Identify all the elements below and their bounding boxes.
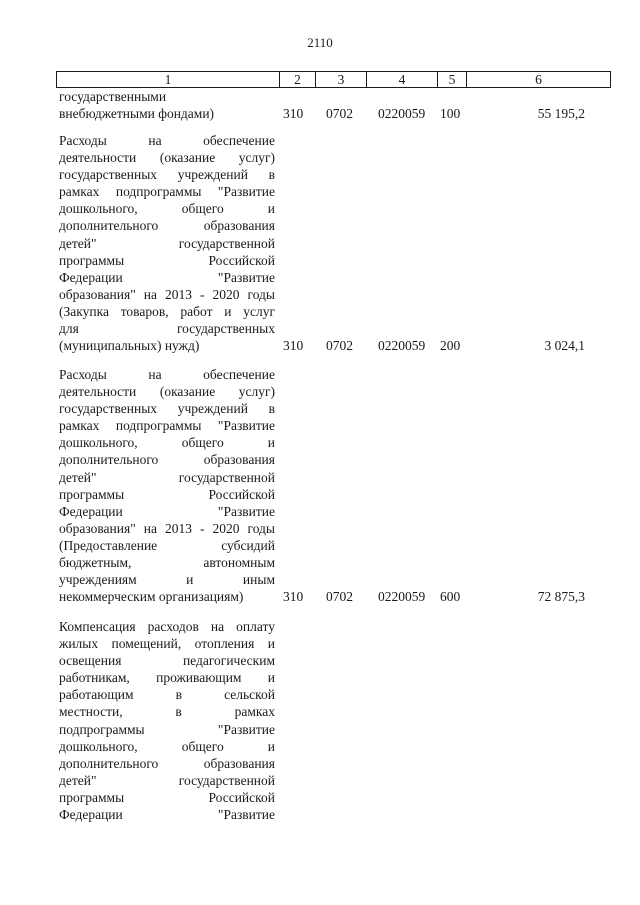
description-line: государственными xyxy=(59,89,167,104)
row-description xyxy=(59,618,275,823)
description-line: образования" на 2013 - 2020 годы xyxy=(59,520,275,536)
description-line: бюджетным, автономным xyxy=(59,555,275,571)
cell-col-5: 100 xyxy=(440,106,461,122)
description-line: деятельности (оказание услуг) xyxy=(59,384,275,400)
description-line: некоммерческим организациям) xyxy=(59,589,244,605)
description-line: жилых помещений, отопления и xyxy=(59,636,275,652)
cell-col-2: 310 xyxy=(283,338,304,354)
cell-col-5: 600 xyxy=(440,589,461,605)
description-line: дополнительного образования xyxy=(59,452,275,468)
cell-col-6: 3 024,1 xyxy=(544,338,585,354)
description-line: освещения педагогическим xyxy=(59,653,275,669)
cell-col-4: 0220059 xyxy=(378,106,426,122)
description-line: дошкольного, общего и xyxy=(59,738,275,754)
cell-col-2: 310 xyxy=(283,106,304,122)
description-line: местности, в рамках xyxy=(59,704,275,720)
cell-col-4: 0220059 xyxy=(378,589,426,605)
description-line: программы Российской xyxy=(59,252,275,268)
row-description xyxy=(59,132,275,354)
row-description xyxy=(59,88,275,122)
description-line: дополнительного образования xyxy=(59,218,275,234)
description-line: рамках подпрограммы "Развитие xyxy=(59,418,275,434)
description-line: Федерации "Развитие xyxy=(59,269,275,285)
row-description xyxy=(59,366,275,605)
description-line: Расходы на обеспечение xyxy=(59,133,275,148)
description-line: программы Российской xyxy=(59,789,275,805)
header-col-4: 4 xyxy=(366,72,437,87)
cell-col-6: 72 875,3 xyxy=(537,589,585,605)
cell-col-3: 0702 xyxy=(326,589,353,605)
header-col-2: 2 xyxy=(279,72,315,87)
description-line: программы Российской xyxy=(59,486,275,502)
description-line: детей" государственной xyxy=(59,772,275,788)
description-line: (муниципальных) нужд) xyxy=(59,338,200,354)
description-line: Расходы на обеспечение xyxy=(59,367,275,382)
description-line: дошкольного, общего и xyxy=(59,201,275,217)
description-line: Федерации "Развитие xyxy=(59,503,275,519)
description-line: (Предоставление субсидий xyxy=(59,537,275,553)
page-number: 2110 xyxy=(307,35,333,50)
description-line: (Закупка товаров, работ и услуг xyxy=(59,303,275,319)
description-line: дополнительного образования xyxy=(59,755,275,771)
description-line: дошкольного, общего и xyxy=(59,435,275,451)
cell-col-3: 0702 xyxy=(326,338,353,354)
description-line: работникам, проживающим и xyxy=(59,670,275,686)
description-line: для государственных xyxy=(59,321,275,337)
description-line: подпрограммы "Развитие xyxy=(59,721,275,737)
description-line: внебюджетными фондами) xyxy=(59,106,215,122)
description-line: образования" на 2013 - 2020 годы xyxy=(59,286,275,302)
description-line: деятельности (оказание услуг) xyxy=(59,150,275,166)
description-line: Компенсация расходов на оплату xyxy=(59,619,275,634)
header-col-1: 1 xyxy=(164,72,172,87)
description-line: детей" государственной xyxy=(59,469,275,485)
cell-col-4: 0220059 xyxy=(378,338,426,354)
cell-col-6: 55 195,2 xyxy=(537,106,585,122)
description-line: рамках подпрограммы "Развитие xyxy=(59,184,275,200)
description-line: работающим в сельской xyxy=(59,687,275,703)
description-line: государственных учреждений в xyxy=(59,167,275,183)
cell-col-2: 310 xyxy=(283,589,304,605)
description-line: государственных учреждений в xyxy=(59,401,275,417)
header-col-3: 3 xyxy=(315,72,366,87)
header-col-6: 6 xyxy=(466,72,610,87)
table-header xyxy=(56,71,611,88)
description-line: учреждениям и иным xyxy=(59,572,275,588)
cell-col-3: 0702 xyxy=(326,106,353,122)
header-col-5: 5 xyxy=(437,72,466,87)
description-line: Федерации "Развитие xyxy=(59,807,275,823)
description-line: детей" государственной xyxy=(59,235,275,251)
cell-col-5: 200 xyxy=(440,338,461,354)
